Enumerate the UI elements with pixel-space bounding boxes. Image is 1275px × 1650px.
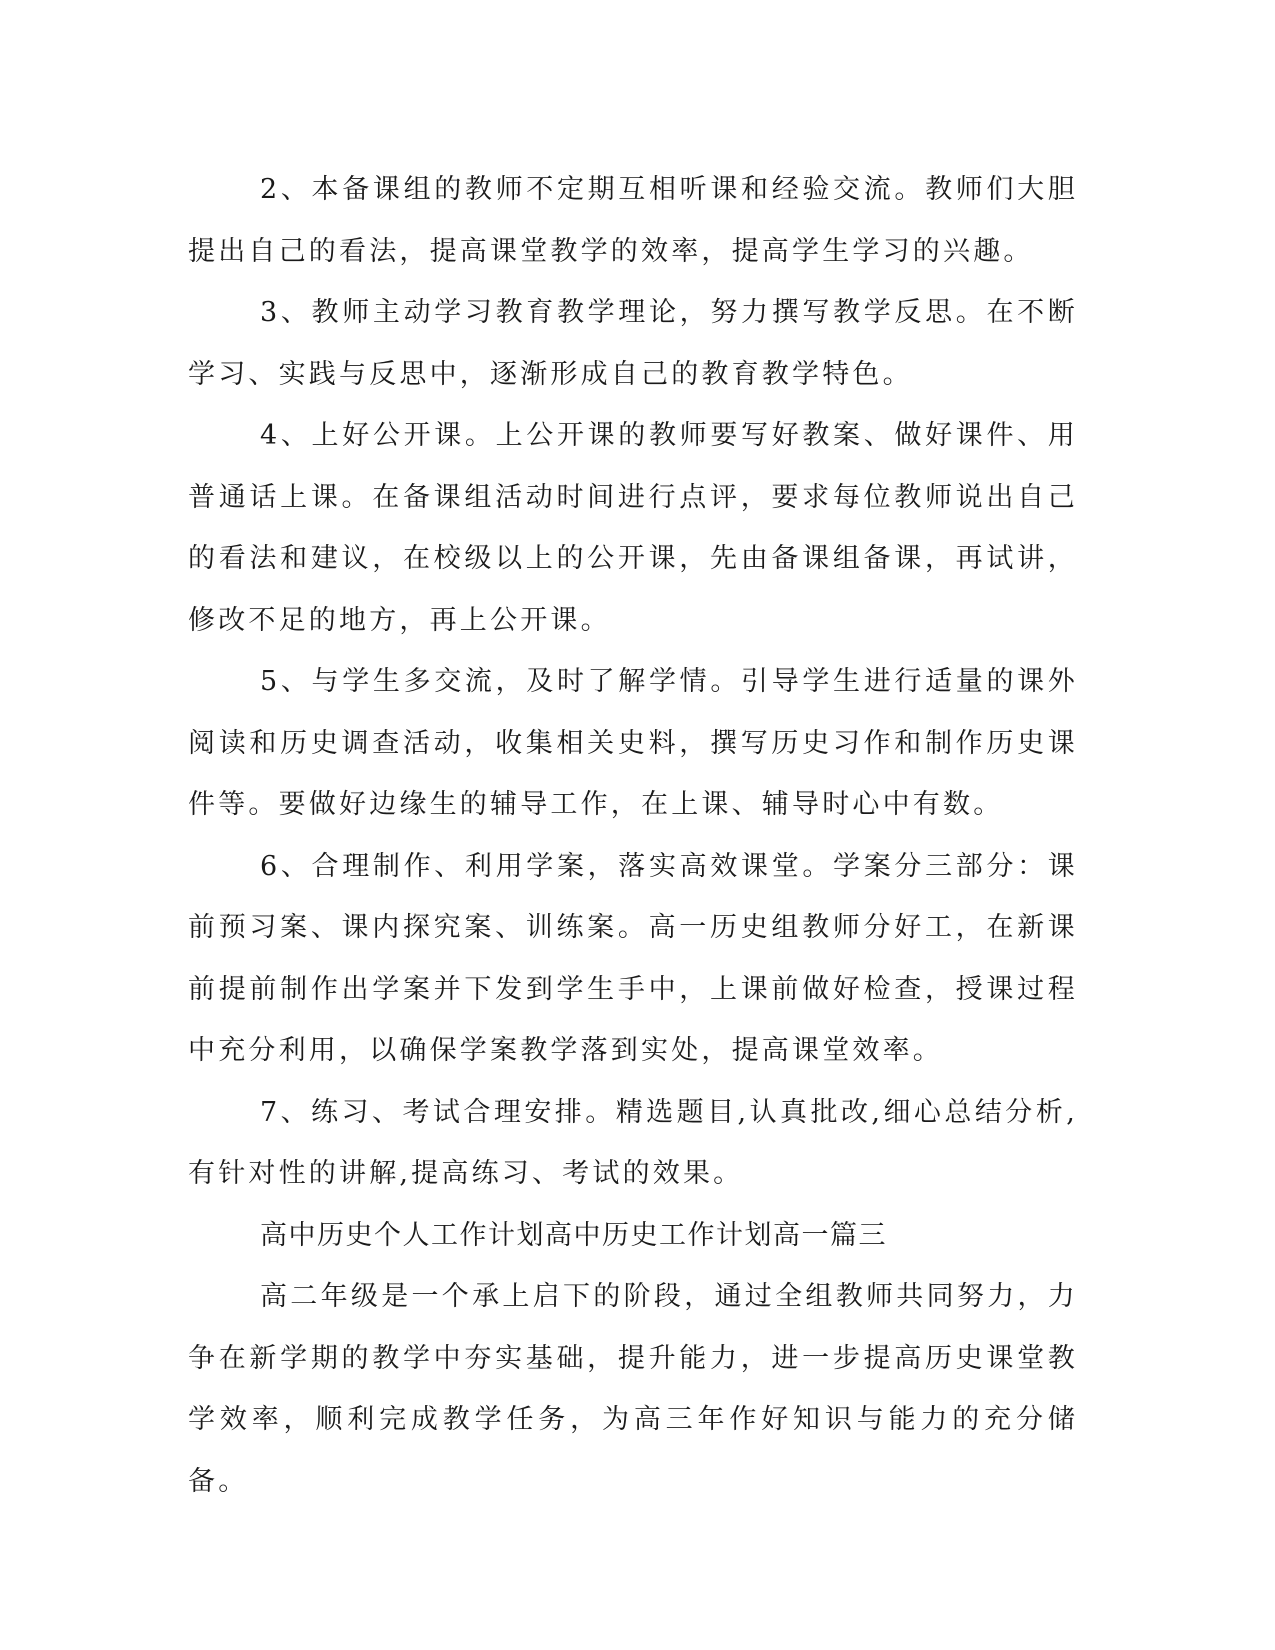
paragraph-item-5: 5、与学生多交流，及时了解学情。引导学生进行适量的课外阅读和历史调查活动，收集相关史料，撰写历史习作和制作历史课件等。要做好边缘生的辅导工作，在上课、辅导时心中有数。 <box>188 666 1078 820</box>
paragraph-item-4: 4、上好公开课。上公开课的教师要写好教案、做好课件、用普通话上课。在备课组活动时间进行点评，要求每位教师说出自己的看法和建议，在校级以上的公开课，先由备课组备课，再试讲，修改不足的地方，再上公开课。 <box>188 420 1078 636</box>
closing-paragraph: 高二年级是一个承上启下的阶段，通过全组教师共同努力，力争在新学期的教学中夯实基础，提升能力，进一步提高历史课堂教学效率，顺利完成教学任务，为高三年作好知识与能力的充分储备。 <box>188 1281 1078 1497</box>
section-title: 高中历史个人工作计划高中历史工作计划高一篇三 <box>260 1219 887 1251</box>
paragraph-item-7: 7、练习、考试合理安排。精选题目,认真批改,细心总结分析,有针对性的讲解,提高练习、考试的效果。 <box>188 1096 1078 1189</box>
paragraph-item-6: 6、合理制作、利用学案，落实高效课堂。学案分三部分：课前预习案、课内探究案、训练案。高一历史组教师分好工，在新课前提前制作出学案并下发到学生手中，上课前做好检查，授课过程中充分利用，以确保学案教学落到实处，提高课堂效率。 <box>188 850 1078 1066</box>
paragraph-item-2: 2、本备课组的教师不定期互相听课和经验交流。教师们大胆提出自己的看法，提高课堂教学的效率，提高学生学习的兴趣。 <box>188 174 1078 267</box>
paragraph-item-3: 3、教师主动学习教育教学理论，努力撰写教学反思。在不断学习、实践与反思中，逐渐形成自己的教育教学特色。 <box>188 297 1078 390</box>
document-body <box>188 159 1078 1512</box>
